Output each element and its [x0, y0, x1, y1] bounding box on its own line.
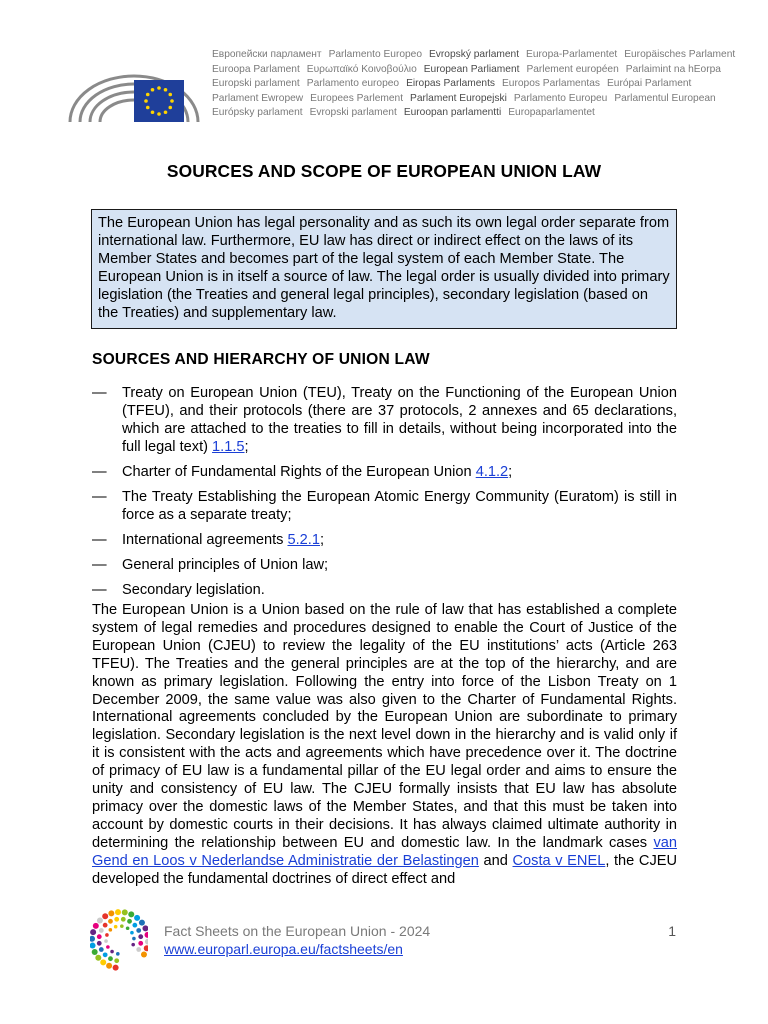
logo-dot-icon: [141, 951, 147, 957]
language-name: Europaparlamentet: [508, 107, 595, 119]
list-item-text: International agreements: [122, 532, 288, 548]
footer-title: Fact Sheets on the European Union - 2024: [164, 923, 431, 939]
list-item: [92, 581, 677, 599]
paragraph-text: and: [478, 852, 513, 869]
list-item-punctuation: ;: [244, 439, 249, 455]
eu-star-icon: [151, 88, 155, 92]
logo-dot-icon: [108, 919, 113, 924]
logo-dot-icon: [122, 909, 128, 915]
eu-star-icon: [157, 86, 161, 90]
logo-dot-icon: [132, 937, 136, 941]
logo-dot-icon: [108, 956, 113, 961]
language-name: Eiropas Parlaments: [406, 78, 496, 90]
language-name: Europäisches Parlament: [624, 49, 736, 60]
logo-dot-icon: [145, 932, 148, 938]
logo-dot-icon: [139, 920, 145, 926]
fact-sheet-reference-link[interactable]: 4.1.2: [475, 464, 509, 480]
list-item: [92, 463, 677, 481]
body-paragraph: [92, 602, 677, 889]
language-name: Europski parlament: [212, 78, 300, 90]
list-item: [92, 556, 677, 574]
list-item: [92, 488, 677, 524]
list-item-text: Secondary legislation.: [122, 582, 265, 598]
language-name: Európsky parlament: [212, 107, 303, 119]
logo-dot-icon: [134, 915, 140, 921]
logo-dot-icon: [136, 928, 141, 933]
language-name: Parlamento Europeo: [328, 49, 423, 60]
list-item-text: Treaty on European Union (TEU), Treaty on the Functioning of the European Union (TFEU), and their protocols (there are 37 protocols, 2 annexes and 65 declarations, which are attached to the treaties to fill in details, without being incorporated into the full legal text): [122, 385, 677, 455]
paragraph-text: The European Union is a Union based on the rule of law that has established a complete system of legal remedies and procedures designed to enable the Court of Justice of the European Union (CJEU) to review the legality of the EU institutions’ acts (Article 263 TFEU). The Treaties and the general principles are at the top of the hierarchy, and are known as primary legislation. Following the entry into force of the Lisbon Treaty on 1 December 2009, the same value was also given to the Charter of Fundamental Rights. International agreements concluded by the European Union are subordinate to primary legislation. Secondary legislation is the next level down in the hierarchy and is valid only if it is consistent with the acts and agreements which have precedence over it. The doctrine of primacy of EU law is a fundamental pillar of the EU legal order and aims to ensure the unity and consistency of EU law. The CJEU formally insists that EU law has absolute primacy over the domestic laws of the Member States, and that this must be taken into account by domestic courts in their decisions. It has always claimed ultimate authority in determining the relationship between EU and domestic law. In the landmark cases: [92, 602, 677, 851]
fact-sheet-reference-link[interactable]: 1.1.5: [212, 439, 245, 455]
logo-dot-icon: [103, 923, 108, 928]
language-name: Euroopa Parlament: [212, 63, 300, 75]
list-item-text: General principles of Union law;: [122, 557, 329, 573]
section-heading: SOURCES AND HIERARCHY OF UNION LAW: [92, 351, 430, 368]
language-name: European Parliament: [423, 63, 520, 75]
fact-sheet-reference-link[interactable]: 5.2.1: [287, 532, 320, 548]
logo-dot-icon: [109, 928, 113, 932]
logo-dot-icon: [138, 934, 143, 939]
paragraph-text: , the CJEU developed the fundamental doctrines of direct effect and: [92, 852, 678, 887]
eu-star-icon: [168, 106, 172, 110]
language-name: Evropský parlament: [429, 49, 520, 60]
document-header: [64, 48, 736, 130]
language-name: Europos Parlamentas: [502, 78, 600, 90]
logo-dot-icon: [130, 931, 134, 935]
logo-dot-icon: [103, 952, 108, 957]
logo-dot-icon: [108, 910, 114, 916]
list-item-punctuation: ;: [319, 532, 325, 548]
language-row: [212, 77, 712, 92]
logo-dot-icon: [100, 959, 106, 965]
list-item-text: The Treaty Establishing the European Atomic Energy Community (Euratom) is still in force as a separate treaty;: [122, 489, 677, 523]
logo-dot-icon: [121, 917, 126, 922]
list-item: [92, 384, 677, 456]
logo-dot-icon: [116, 952, 120, 956]
logo-dot-icon: [104, 939, 108, 943]
language-name: Parlamento europeo: [306, 78, 400, 90]
list-dash: —: [92, 489, 107, 505]
logo-dot-icon: [90, 943, 96, 949]
page-number: 1: [668, 923, 676, 939]
language-name: Európai Parlament: [606, 78, 692, 90]
eu-star-icon: [170, 99, 174, 103]
language-name: Parlaimint na hEorpa: [625, 63, 721, 75]
language-name: Parlament Ewropew: [212, 92, 304, 104]
logo-dot-icon: [136, 947, 141, 952]
list-dash: —: [92, 532, 107, 548]
list-dash: —: [92, 582, 107, 598]
logo-dot-icon: [90, 936, 95, 942]
logo-dot-icon: [138, 941, 143, 946]
logo-dot-icon: [110, 950, 114, 954]
european-parliament-logo-icon: [64, 50, 204, 126]
page-title: SOURCES AND SCOPE OF EUROPEAN UNION LAW: [166, 161, 602, 181]
eu-star-icon: [151, 110, 155, 114]
language-name: Parlament Europejski: [410, 92, 507, 104]
logo-dot-icon: [99, 947, 104, 952]
logo-dot-icon: [114, 925, 118, 929]
logo-dot-icon: [144, 945, 148, 951]
language-row: [212, 63, 721, 78]
logo-dot-icon: [142, 925, 148, 931]
language-name: Ευρωπαϊκό Κοινοβούλιο: [306, 63, 417, 75]
language-name: Euroopan parlamentti: [403, 107, 502, 119]
logo-dot-icon: [93, 923, 99, 929]
eu-star-icon: [168, 93, 172, 97]
language-name: Parlamento Europeu: [513, 92, 608, 104]
logo-dot-icon: [114, 958, 119, 963]
logo-dot-icon: [127, 919, 132, 924]
logo-dot-icon: [113, 965, 119, 971]
language-row: [212, 92, 716, 107]
logo-dot-icon: [132, 923, 137, 928]
logo-dot-icon: [105, 933, 109, 937]
language-names-grid: [212, 48, 736, 121]
logo-dot-icon: [128, 911, 134, 917]
logo-dot-icon: [99, 928, 104, 933]
eu-star-icon: [146, 106, 150, 110]
logo-dot-icon: [92, 949, 98, 955]
document-footer: [90, 904, 678, 976]
logo-dot-icon: [102, 913, 108, 919]
list-dash: —: [92, 385, 107, 401]
language-name: Parlement européen: [526, 63, 619, 75]
language-row: [212, 106, 712, 121]
factsheets-url-link[interactable]: www.europarl.europa.eu/factsheets/en: [164, 941, 403, 957]
logo-dot-icon: [145, 939, 148, 945]
logo-dot-icon: [114, 917, 119, 922]
logo-dot-icon: [120, 924, 124, 928]
eu-star-icon: [164, 88, 168, 92]
eu-star-icon: [144, 99, 148, 103]
language-name: Europees Parlement: [310, 92, 404, 104]
list-dash: —: [92, 557, 107, 573]
logo-dot-icon: [106, 963, 112, 969]
logo-dot-icon: [106, 945, 110, 949]
list-item: [92, 531, 677, 549]
logo-dot-icon: [97, 941, 102, 946]
logo-dot-icon: [97, 934, 102, 939]
list-item-text: Charter of Fundamental Rights of the European Union: [122, 464, 476, 480]
summary-box: The European Union has legal personality and as such its own legal order separate from international law. Furthermore, EU law has direct or indirect effect on the laws of its Member States and becomes part of the legal system of each Member State. The European Union is in itself a source of law. The legal order is usually divided into primary legislation (the Treaties and general legal principles), secondary legislation (based on the Treaties) and supplementary law.: [91, 209, 677, 329]
language-name: Европейски парламент: [212, 49, 322, 60]
eu-star-icon: [146, 93, 150, 97]
eu-star-icon: [157, 112, 161, 116]
language-name: Europa-Parlamentet: [526, 49, 618, 60]
costa-v-enel-link[interactable]: Costa v ENEL: [512, 852, 606, 869]
logo-dot-icon: [126, 926, 130, 930]
language-name: Evropski parlament: [309, 107, 397, 119]
logo-dot-icon: [131, 943, 135, 947]
language-row: [212, 48, 736, 63]
sources-list: [92, 384, 677, 606]
fact-sheets-logo-icon: [90, 904, 148, 974]
logo-dot-icon: [95, 955, 101, 961]
logo-dot-icon: [90, 929, 96, 935]
list-dash: —: [92, 464, 107, 480]
logo-dot-icon: [115, 909, 121, 915]
van-gend-en-loos-link[interactable]: van Gend en Loos v Nederlandse Administratie der Belastingen: [92, 834, 677, 869]
language-name: Parlamentul European: [614, 92, 716, 104]
eu-star-icon: [164, 110, 168, 114]
logo-dot-icon: [97, 917, 103, 923]
list-item-punctuation: ;: [508, 464, 513, 480]
